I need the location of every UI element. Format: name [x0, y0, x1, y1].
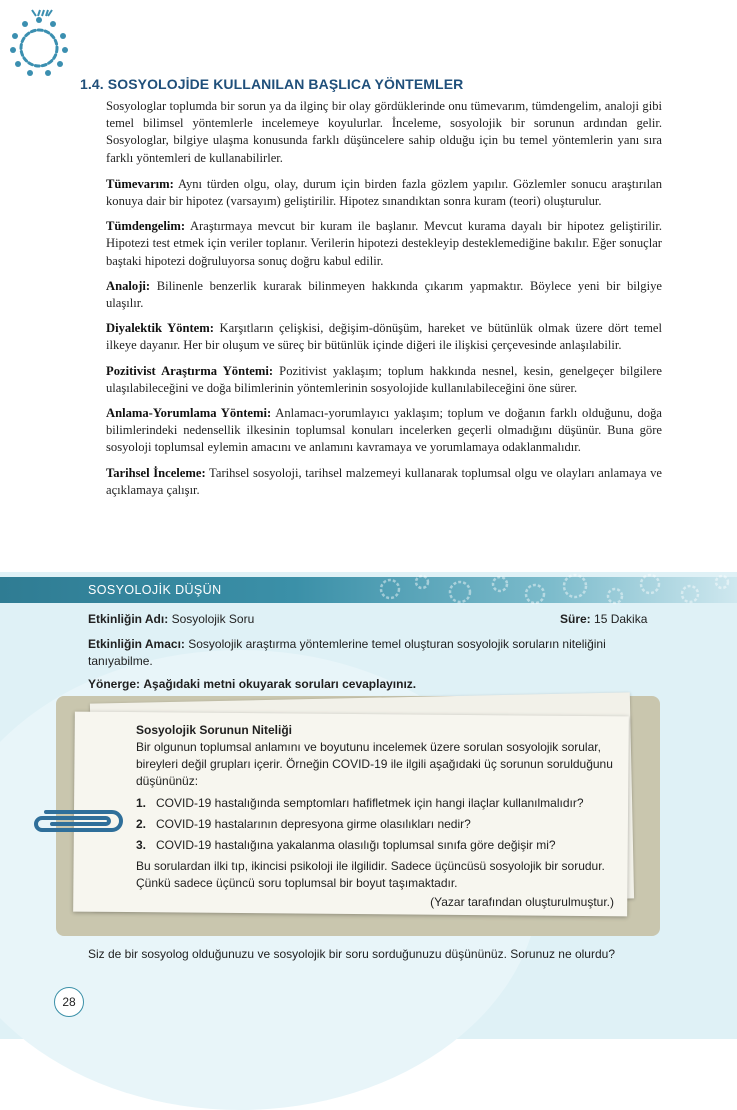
reading-title: Sosyolojik Sorunun Niteliği — [136, 723, 293, 737]
methods-text — [106, 98, 662, 507]
final-question: Siz de bir sosyolog olduğunuzu ve sosyolojik bir soru sorduğunuzu düşününüz. Sorunuz ne olurdu? — [88, 947, 615, 961]
list-item — [136, 837, 614, 854]
method-text: Karşıtların çelişkisi, değişim-dönüşüm, hareket ve bütünlük olmak üzere dört temel ilkeye dayanır. Her bir oluşum ve süreç bir bütünlük içinde diğeri ile ilişkisi çerçevesinde anlaşılabilir. — [106, 321, 662, 353]
reading-intro: Bir olgunun toplumsal anlamını ve boyutunu incelemek üzere sorulan sosyolojik sorular, bireyleri değil grupları içerir. Örneğin COVID-19 ile ilgili aşağıdaki üç sorunun sorulduğunu düşününüz: — [136, 740, 613, 788]
question-number: 2. — [136, 817, 147, 831]
activity-directive — [88, 677, 416, 691]
method-text: Araştırmaya mevcut bir kuram ile başlanır. Mevcut kurama dayalı bir hipotez geliştirilir. Hipotezi test etmek için veriler toplanır. Verilerin hipotezi destekleyip desteklemediğine bakılır. Eğer sonuçlar baştaki hipotezi doğruluyorsa sonuç doğru kabul edilir. — [106, 219, 662, 268]
activity-directive-value: Aşağıdaki metni okuyarak soruları cevaplayınız. — [143, 677, 417, 691]
method-text: Anlamacı-yorumlayıcı yaklaşım; toplum ve doğanın farklı olduğunu, doğa bilimlerindeki nedensellik ilkesinin toplumsal konuları incelerken geçerli olmadığını düşünür. Buna göre sosyoloji toplumsal eylemin amacını ve anlamını kavramaya ve yorumlamaya odaklanmalıdır. — [106, 406, 662, 455]
method-paragraph — [106, 176, 662, 210]
method-text: Tarihsel sosyoloji, tarihsel malzemeyi kullanarak toplumsal olgu ve olayları anlamaya ve açıklamaya çalışır. — [106, 465, 663, 497]
activity-aim-value: Sosyolojik araştırma yöntemlerine temel oluşturan sosyolojik soruların niteliğini tanıyabilme. — [88, 637, 606, 668]
method-paragraph — [106, 218, 662, 270]
activity-directive-label: Yönerge: — [88, 677, 141, 691]
gears-decor-icon — [360, 572, 737, 606]
method-paragraph — [106, 278, 662, 312]
section-title — [80, 76, 463, 92]
reading-text — [136, 722, 614, 911]
section-number: 1.4. — [80, 76, 104, 92]
activity-duration — [560, 612, 647, 626]
method-text: Aynı türden olgu, olay, durum için birden fazla gözlem yapılır. Gözlemler sonucu araştırılan konuya dair bir hipotez (varsayım) geliştirilir. Hipotez sınandıktan sonra kuram (teori) oluşturulur. — [106, 176, 662, 209]
reading-source: (Yazar tarafından oluşturulmuştur.) — [430, 895, 614, 909]
activity-band-title: SOSYOLOJİK DÜŞÜN — [88, 583, 222, 597]
activity-name-value: Sosyolojik Soru — [171, 612, 255, 626]
example-questions — [136, 795, 614, 854]
question-text: COVID-19 hastalarının depresyona girme olasılıkları nedir? — [156, 817, 471, 831]
reading-conclusion: Bu sorulardan ilki tıp, ikincisi psikoloji ile ilgilidir. Sadece üçüncüsü sosyolojik bir sorudur. Çünkü sadece üçüncü soru toplumsal bir boyut taşımaktadır. — [136, 859, 605, 890]
method-term: Tarihsel İnceleme: — [106, 465, 206, 480]
page-number: 28 — [54, 987, 84, 1017]
method-text: Bilinenle benzerlik kurarak bilinmeyen hakkında çıkarım yapmaktır. Böylece yeni bir bilgiye ulaşılır. — [106, 278, 662, 311]
question-number: 3. — [136, 838, 147, 852]
intro-paragraph: Sosyologlar toplumda bir sorun ya da ilginç bir olay gördüklerinde onu tümevarım, tümdengelim, analoji gibi temel bilimsel yöntemlerle incelemeye koyulurlar. İnceleme, sosyolojik bir sorunun ardından gelir. Sosyologlar, bilgiye ulaşma konusunda farklı düşüncelere sahip olduğu için bu temel yöntemlerin yanı sıra farklı yöntemleri de kullanabilirler. — [106, 99, 662, 165]
question-number: 1. — [136, 796, 147, 810]
question-text: COVID-19 hastalığında semptomları hafifletmek için hangi ilaçlar kullanılmalıdır? — [156, 796, 584, 810]
paperclip-icon — [32, 802, 128, 838]
method-term: Tümdengelim: — [106, 219, 186, 234]
activity-name-label: Etkinliğin Adı: — [88, 612, 169, 626]
method-text: Pozitivist yaklaşım; toplum hakkında nesnel, kesin, genelgeçer bilgilere ulaşılabileceğini ve doğa bilimlerinin yöntemlerinin sosyolojide kullanılabileceğini öne sürer. — [106, 363, 662, 395]
method-term: Diyalektik Yöntem: — [106, 321, 214, 336]
method-term: Anlama-Yorumlama Yöntemi: — [106, 406, 272, 421]
method-term: Analoji: — [106, 278, 151, 293]
question-text: COVID-19 hastalığına yakalanma olasılığı toplumsal sınıfa göre değişir mi? — [156, 838, 556, 852]
people-circle-logo-icon — [8, 8, 70, 78]
list-item — [136, 795, 614, 812]
section-title-text: SOSYOLOJİDE KULLANILAN BAŞLICA YÖNTEMLER — [107, 76, 464, 92]
method-term: Pozitivist Araştırma Yöntemi: — [106, 363, 274, 378]
activity-name — [88, 612, 254, 626]
method-paragraph — [106, 320, 662, 354]
method-paragraph — [106, 405, 662, 457]
list-item — [136, 816, 614, 833]
activity-duration-label: Süre: — [560, 612, 591, 626]
activity-aim-label: Etkinliğin Amacı: — [88, 637, 185, 651]
method-paragraph — [106, 363, 662, 397]
method-term: Tümevarım: — [106, 176, 174, 191]
activity-aim — [88, 636, 663, 670]
method-paragraph — [106, 465, 662, 499]
activity-duration-value: 15 Dakika — [594, 612, 648, 626]
